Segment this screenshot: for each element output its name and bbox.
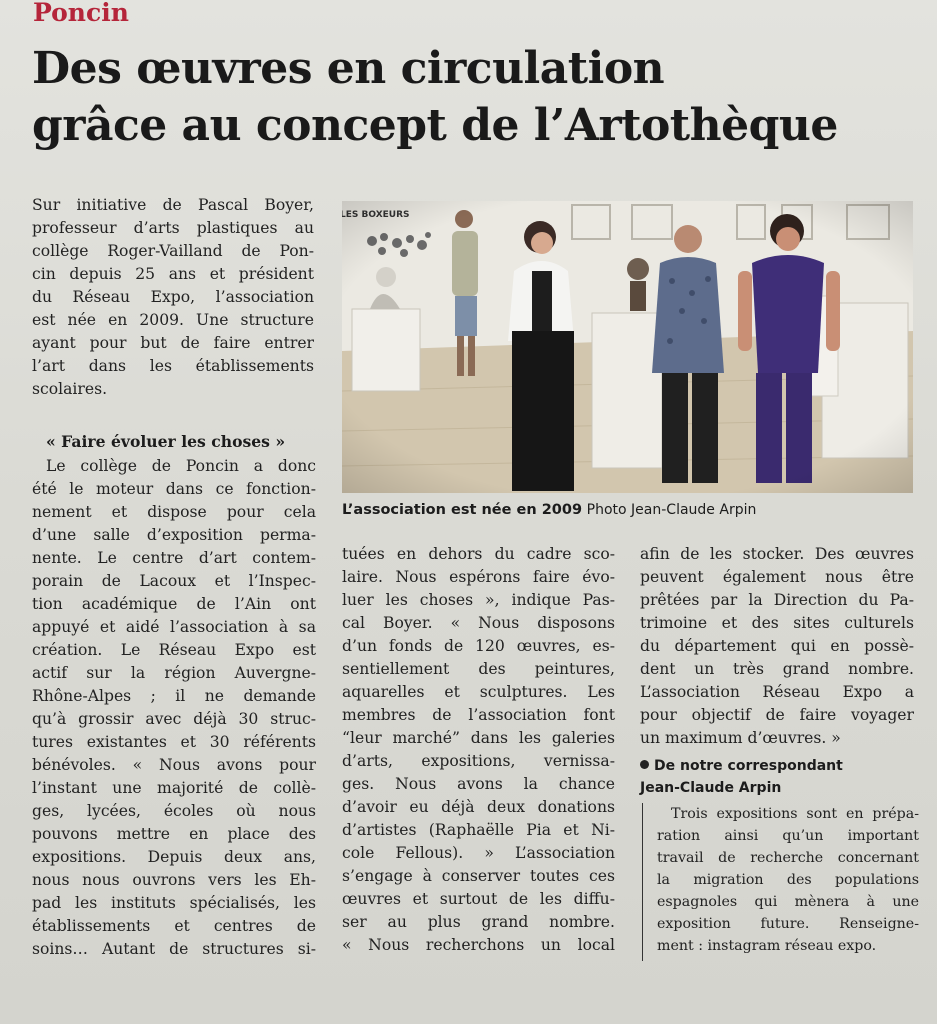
text-line: d’arts, expositions, vernissa- (342, 752, 615, 770)
text-line: ayant pour but de faire entrer (32, 334, 314, 352)
text-line: cole Fellous). » L’association (342, 844, 615, 862)
article-column-3 (640, 543, 914, 750)
sidebar-note (642, 803, 919, 961)
text-line: expositions. Depuis deux ans, (32, 848, 316, 866)
text-line: “leur marché” dans les galeries (342, 729, 615, 747)
text-line: laire. Nous espérons faire évo- (342, 568, 615, 586)
text-line: création. Le Réseau Expo est (32, 641, 316, 659)
text-line: cin depuis 25 ans et président (32, 265, 314, 283)
text-line: scolaires. (32, 380, 108, 398)
section-kicker: Poncin (33, 0, 129, 27)
text-line: afin de les stocker. Des œuvres (640, 545, 914, 563)
text-line: ges. Nous avons la chance (342, 775, 615, 793)
text-line: appuyé et aidé l’association à sa (32, 618, 316, 636)
text-line: l’art dans les établissements (32, 357, 314, 375)
text-line: un maximum d’œuvres. » (640, 729, 841, 747)
text-line: Rhône-Alpes ; il ne demande (32, 687, 316, 705)
byline (640, 755, 920, 799)
headline-line-1: Des œuvres en circulation (32, 43, 665, 94)
text-line: d’avoir eu déjà deux donations (342, 798, 615, 816)
text-line: collège Roger-Vailland de Pon- (32, 242, 314, 260)
text-line: s’engage à conserver toutes ces (342, 867, 615, 885)
article-column-2 (342, 543, 615, 957)
bullet-dot-icon (640, 760, 649, 769)
text-line: soins… Autant de structures si- (32, 940, 316, 958)
caption-text: L’association est née en 2009 (342, 502, 583, 518)
text-line: été le moteur dans ce fonction- (32, 480, 316, 498)
text-line: établissements et centres de (32, 917, 316, 935)
intro-paragraph (32, 194, 314, 401)
text-line: ser au plus grand nombre. (342, 913, 615, 931)
text-line: espagnoles qui mènera à une (657, 894, 919, 910)
text-line: bénévoles. « Nous avons pour (32, 756, 316, 774)
text-line: sentiellement des peintures, (342, 660, 615, 678)
article-column-1 (32, 455, 316, 961)
text-line: peuvent également nous être (640, 568, 914, 586)
photo-caption (342, 500, 756, 520)
headline (32, 40, 922, 154)
text-line: luer les choses », indique Pas- (342, 591, 615, 609)
text-line: pad les instituts spécialisés, les (32, 894, 316, 912)
text-line: d’une salle d’exposition perma- (32, 526, 316, 544)
byline-role: De notre correspondant (654, 758, 843, 774)
text-line: œuvres et surtout de les diffu- (342, 890, 615, 908)
text-line: « Nous recherchons un local (342, 936, 615, 954)
text-line: qu’à grossir avec déjà 30 struc- (32, 710, 316, 728)
text-line: tures existantes et 30 référents (32, 733, 316, 751)
text-line: tion académique de l’Ain ont (32, 595, 316, 613)
text-line: ment : instagram réseau expo. (657, 938, 877, 954)
headline-line-2: grâce au concept de l’Artothèque (32, 100, 838, 151)
text-line: trimoine et des sites culturels (640, 614, 914, 632)
text-line: nement et dispose pour cela (32, 503, 316, 521)
text-line: travail de recherche concernant (657, 850, 919, 866)
text-line: actif sur la région Auvergne- (32, 664, 316, 682)
text-line: d’un fonds de 120 œuvres, es- (342, 637, 615, 655)
text-line: pouvons mettre en place des (32, 825, 316, 843)
text-line: exposition future. Renseigne- (657, 916, 919, 932)
gallery-photo (342, 201, 913, 493)
text-line: tuées en dehors du cadre sco- (342, 545, 615, 563)
text-line: du Réseau Expo, l’association (32, 288, 314, 306)
text-line: est née en 2009. Une structure (32, 311, 314, 329)
sidebar-text (657, 803, 919, 957)
text-line: la migration des populations (657, 872, 919, 888)
photo-illustration (342, 201, 913, 493)
text-line: membres de l’association font (342, 706, 615, 724)
text-line: Trois expositions sont en prépa- (671, 806, 919, 822)
text-line: ges, lycées, écoles où nous (32, 802, 316, 820)
text-line: dent un très grand nombre. (640, 660, 914, 678)
subheading: « Faire évoluer les choses » (46, 432, 286, 451)
text-line: Sur initiative de Pascal Boyer, (32, 196, 314, 214)
text-line: Le collège de Poncin a donc (46, 457, 316, 475)
text-line: professeur d’arts plastiques au (32, 219, 314, 237)
text-line: L’association Réseau Expo a (640, 683, 914, 701)
text-line: nente. Le centre d’art contem- (32, 549, 316, 567)
text-line: pour objectif de faire voyager (640, 706, 914, 724)
photo-credit: Photo Jean-Claude Arpin (586, 502, 757, 518)
byline-author: Jean-Claude Arpin (640, 780, 782, 796)
text-line: aquarelles et sculptures. Les (342, 683, 615, 701)
text-line: l’instant une majorité de collè- (32, 779, 316, 797)
text-line: du département qui en possè- (640, 637, 914, 655)
text-line: ration ainsi qu’un important (657, 828, 919, 844)
text-line: nous nous ouvrons vers les Eh- (32, 871, 316, 889)
text-line: cal Boyer. « Nous disposons (342, 614, 615, 632)
text-line: d’artistes (Raphaëlle Pia et Ni- (342, 821, 615, 839)
text-line: prêtées par la Direction du Pa- (640, 591, 914, 609)
text-line: porain de Lacoux et l’Inspec- (32, 572, 316, 590)
